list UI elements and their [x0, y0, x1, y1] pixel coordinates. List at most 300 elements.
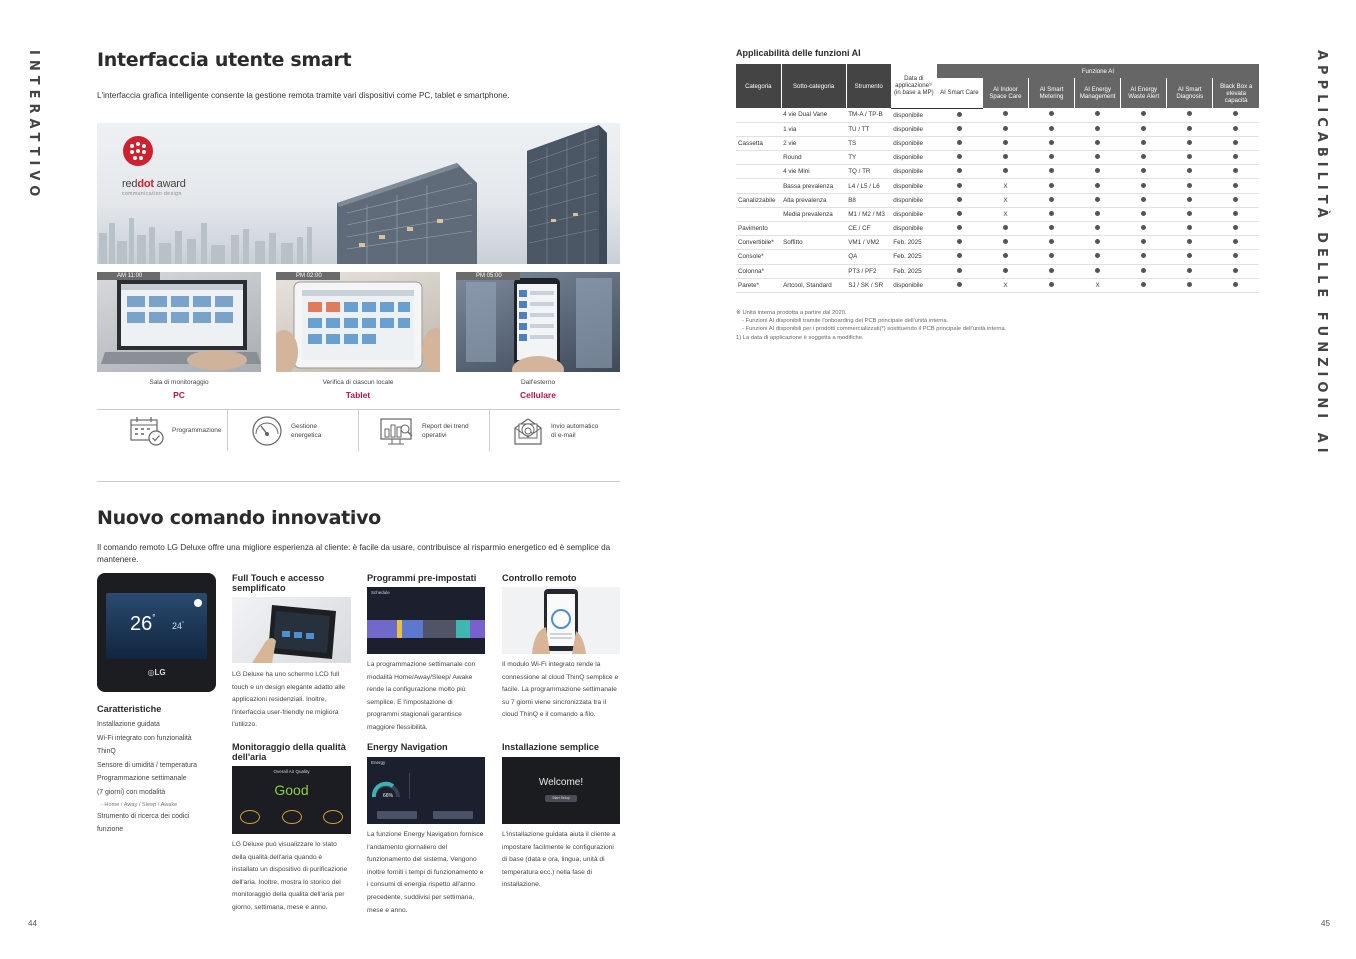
feature-text-full-touch: LG Deluxe ha uno schermo LCD full touch e un design elegante adatto alle applicazioni residenziali. Inoltre, l'interfaccia user-friendly ne migliora l'utilizzo. — [232, 671, 346, 729]
table-cell: X — [982, 179, 1028, 193]
table-cell: TS — [846, 136, 891, 150]
table-cell: Round — [781, 151, 846, 165]
header-ai-group: Funzione AI — [936, 64, 1259, 78]
available-dot-icon — [1141, 140, 1146, 145]
spec-item: Installazione guidata — [97, 721, 160, 728]
device-photo-tablet — [276, 272, 440, 372]
table-cell: disponibile — [891, 122, 936, 136]
available-dot-icon — [1003, 225, 1008, 230]
available-dot-icon — [1095, 197, 1100, 202]
available-dot-icon — [1049, 168, 1054, 173]
table-cell — [1167, 278, 1213, 292]
available-dot-icon — [1233, 183, 1238, 188]
available-dot-icon — [957, 225, 962, 230]
table-cell — [1213, 165, 1259, 179]
available-dot-icon — [1187, 168, 1192, 173]
table-cell: 1 via — [781, 122, 846, 136]
side-title-right: APPLICABILITÀ DELLE FUNZIONI AI — [1314, 50, 1329, 458]
feature-scheduling — [130, 410, 222, 451]
table-cell: X — [982, 207, 1028, 221]
feature-label: di e-mail — [551, 431, 576, 439]
touch-controller-illustration — [232, 597, 351, 663]
device-time-badge: AM 11:00 — [97, 272, 160, 280]
available-dot-icon — [1233, 111, 1238, 116]
table-cell — [1167, 136, 1213, 150]
available-dot-icon — [1141, 239, 1146, 244]
table-cell — [936, 236, 982, 250]
available-dot-icon — [957, 126, 962, 131]
table-cell — [1121, 122, 1167, 136]
table-cell: disponibile — [891, 278, 936, 292]
table-cell: Soffitto — [781, 236, 846, 250]
table-cell — [1121, 108, 1167, 122]
full-touch-image — [232, 597, 351, 663]
feature-label: Programmazione — [172, 427, 222, 434]
available-dot-icon — [1049, 211, 1054, 216]
available-dot-icon — [1049, 140, 1054, 145]
available-dot-icon — [1095, 211, 1100, 216]
table-cell: PT3 / PF2 — [846, 264, 891, 278]
spec-item: Wi-Fi integrato con funzionalità — [97, 734, 192, 742]
energy-screen-image — [367, 757, 485, 824]
table-cell — [1121, 236, 1167, 250]
table-row — [736, 264, 1259, 278]
table-cell: Alta prevalenza — [781, 193, 846, 207]
available-dot-icon — [957, 197, 962, 202]
feature-text-presets: La programmazione settimanale con modalità Home/Away/Sleep/ Awake rende la configurazione molto più semplice. E l'impostazione di programmi stagionali garantisce maggiore flessibilità. — [367, 661, 476, 731]
table-cell — [1029, 151, 1075, 165]
available-dot-icon — [957, 282, 962, 287]
table-cell — [1121, 264, 1167, 278]
table-cell: 4 vie Dual Vane — [781, 108, 846, 122]
available-dot-icon — [1095, 268, 1100, 273]
spec-item: Strumento di ricerca dei codici — [97, 812, 190, 820]
reddot-logo-icon — [122, 135, 154, 167]
table-cell — [736, 179, 781, 193]
table-cell — [736, 151, 781, 165]
table-cell: Pavimento — [736, 222, 781, 236]
table-cell — [1167, 165, 1213, 179]
available-dot-icon — [1233, 253, 1238, 258]
table-cell — [1213, 278, 1259, 292]
device-photo-pc — [97, 272, 261, 372]
table-row — [736, 122, 1259, 136]
note-line: 1) La data di applicazione è soggetta a modifiche. — [736, 334, 864, 341]
device-time-badge: PM 02:00 — [276, 272, 340, 280]
table-cell: disponibile — [891, 108, 936, 122]
table-cell: Feb. 2025 — [891, 250, 936, 264]
available-dot-icon — [1003, 239, 1008, 244]
available-dot-icon — [1003, 268, 1008, 273]
table-cell: disponibile — [891, 151, 936, 165]
available-dot-icon — [1233, 126, 1238, 131]
feature-trend-report — [380, 410, 469, 451]
table-cell — [936, 151, 982, 165]
available-dot-icon — [1141, 111, 1146, 116]
schedule-timeline — [367, 620, 485, 638]
ai-functions-table — [736, 64, 1259, 293]
header-category: Categoria — [736, 64, 781, 108]
table-cell: TQ / TR — [846, 165, 891, 179]
table-cell — [1167, 222, 1213, 236]
table-row — [736, 136, 1259, 150]
feature-label: operativi — [422, 431, 447, 439]
feature-label: Invio automatico — [551, 422, 599, 430]
available-dot-icon — [1095, 239, 1100, 244]
table-cell — [1167, 250, 1213, 264]
page-number-left: 44 — [28, 919, 37, 928]
start-setup-button[interactable]: Start Setup — [545, 795, 577, 802]
tablet-dashboard-illustration — [276, 272, 440, 372]
table-cell — [936, 193, 982, 207]
available-dot-icon — [1233, 154, 1238, 159]
available-dot-icon — [1141, 253, 1146, 258]
table-cell: Artcool, Standard — [781, 278, 846, 292]
table-row — [736, 165, 1259, 179]
specs-list — [97, 718, 222, 837]
table-cell — [1029, 278, 1075, 292]
table-cell — [982, 222, 1028, 236]
table-cell — [936, 136, 982, 150]
available-dot-icon — [1141, 197, 1146, 202]
available-dot-icon — [1003, 140, 1008, 145]
table-cell — [1213, 264, 1259, 278]
available-dot-icon — [1141, 282, 1146, 287]
available-dot-icon — [1233, 211, 1238, 216]
available-dot-icon — [1003, 154, 1008, 159]
note-line: ※ Unità interna prodotta a partire dal 2020. — [736, 310, 847, 316]
available-dot-icon — [1187, 197, 1192, 202]
table-cell: TY — [846, 151, 891, 165]
table-notes — [736, 309, 1006, 342]
email-at-icon — [513, 416, 543, 446]
table-row — [736, 250, 1259, 264]
table-title: Applicabilità delle funzioni AI — [736, 48, 861, 58]
header-function: AI Energy Waste Alert — [1121, 78, 1167, 108]
laptop-dashboard-illustration — [97, 272, 261, 372]
table-cell — [1029, 179, 1075, 193]
controller-power-icon — [194, 599, 202, 607]
reddot-award-text: reddot award — [122, 178, 186, 190]
air-quality-screen-image — [232, 766, 351, 834]
feature-text-energy-nav: La funzione Energy Navigation fornisce l'andamento giornaliero del funzionamento del sistema. Vengono inoltre forniti i tempi di funzionamento e i consumi di energia rispetto all'anno precedente, suddivisi per settimana, mese e anno. — [367, 831, 484, 914]
header-date: Data di applicazione¹⁾ (in base a MP) — [891, 64, 936, 108]
available-dot-icon — [1187, 268, 1192, 273]
feature-label: energetica — [291, 431, 322, 439]
table-cell — [1029, 165, 1075, 179]
table-cell: disponibile — [891, 136, 936, 150]
available-dot-icon — [1003, 253, 1008, 258]
table-cell — [1029, 236, 1075, 250]
available-dot-icon — [957, 183, 962, 188]
device-label-tablet: Tablet — [345, 390, 371, 400]
table-cell — [1121, 278, 1167, 292]
table-cell — [1075, 179, 1121, 193]
table-cell — [1029, 122, 1075, 136]
table-cell — [1213, 222, 1259, 236]
available-dot-icon — [1049, 197, 1054, 202]
table-cell — [1167, 151, 1213, 165]
table-cell — [1213, 136, 1259, 150]
available-dot-icon — [1187, 239, 1192, 244]
available-dot-icon — [957, 239, 962, 244]
welcome-screen-image — [502, 757, 620, 824]
table-cell: CE / CF — [846, 222, 891, 236]
device-label-pc: PC — [173, 390, 185, 400]
table-cell — [1029, 222, 1075, 236]
available-dot-icon — [1141, 268, 1146, 273]
table-cell: Feb. 2025 — [891, 264, 936, 278]
phone-in-hand-illustration — [502, 587, 620, 654]
specs-title: Caratteristiche — [97, 704, 162, 714]
device-time-badge: PM 05:00 — [456, 272, 520, 280]
table-cell — [936, 222, 982, 236]
header-function: AI Smart Care — [936, 78, 982, 108]
hero-building-image — [97, 123, 620, 264]
schedule-screen-image — [367, 587, 485, 654]
table-cell: Feb. 2025 — [891, 236, 936, 250]
table-cell — [936, 165, 982, 179]
available-dot-icon — [1095, 168, 1100, 173]
available-dot-icon — [1187, 225, 1192, 230]
remote-control-image — [502, 587, 620, 654]
table-cell — [1121, 165, 1167, 179]
table-row — [736, 151, 1259, 165]
available-dot-icon — [1187, 282, 1192, 287]
table-cell: Canalizzabile — [736, 193, 781, 207]
table-cell — [1121, 207, 1167, 221]
table-row — [736, 193, 1259, 207]
table-cell — [1121, 179, 1167, 193]
available-dot-icon — [957, 154, 962, 159]
table-cell: disponibile — [891, 179, 936, 193]
device-caption-tablet: Verifica di ciascun locale — [322, 379, 394, 386]
available-dot-icon — [1141, 225, 1146, 230]
table-row — [736, 108, 1259, 122]
table-cell: L4 / L5 / L6 — [846, 179, 891, 193]
feature-energy-management — [251, 410, 321, 451]
table-cell — [1075, 165, 1121, 179]
table-row — [736, 179, 1259, 193]
table-cell — [1075, 222, 1121, 236]
feature-title-air-quality: Monitoraggio della qualità dell'aria — [232, 742, 346, 762]
table-cell — [736, 122, 781, 136]
table-cell — [982, 122, 1028, 136]
table-cell — [1029, 264, 1075, 278]
table-cell: disponibile — [891, 222, 936, 236]
energy-button[interactable] — [433, 811, 473, 819]
table-cell — [936, 264, 982, 278]
available-dot-icon — [1233, 168, 1238, 173]
feature-text-remote: Il modulo Wi-Fi integrato rende la connessione al cloud ThinQ semplice e facile. La programmazione settimanale su 7 giorni viene sincronizzata tra il cloud ThinQ e il comando a filo. — [502, 661, 619, 719]
available-dot-icon — [1049, 239, 1054, 244]
table-cell — [1075, 151, 1121, 165]
table-cell — [1075, 122, 1121, 136]
spec-item: Programmazione settimanale — [97, 775, 187, 783]
gauge-icon — [251, 416, 283, 446]
table-cell — [982, 165, 1028, 179]
feature-title-full-touch: Full Touch e accesso semplificato — [232, 573, 325, 593]
available-dot-icon — [1233, 197, 1238, 202]
section-intro-smart-ui: L'interfaccia grafica intelligente consente la gestione remota tramite vari dispositivi come PC, tablet e smartphone. — [97, 91, 510, 100]
available-dot-icon — [1049, 111, 1054, 116]
table-cell — [1029, 250, 1075, 264]
available-dot-icon — [1187, 111, 1192, 116]
feature-label: Gestione — [291, 422, 318, 430]
note-line: - Funzioni AI disponibili tramite l'onboarding del PCB principale dell'unità interna. — [742, 318, 949, 325]
section-intro-controller: Il comando remoto LG Deluxe offre una migliore esperienza al cliente: è facile da usare, contribuisce al risparmio energetico ed è semplice da mantenere. — [97, 543, 611, 564]
available-dot-icon — [1003, 126, 1008, 131]
table-cell: TU / TT — [846, 122, 891, 136]
energy-gauge-value: 66% — [383, 793, 394, 799]
table-cell — [1213, 236, 1259, 250]
section-title-smart-ui: Interfaccia utente smart — [97, 49, 352, 71]
table-cell — [1213, 179, 1259, 193]
air-quality-screen-title: Overall Air Quality — [273, 769, 310, 774]
available-dot-icon — [1095, 154, 1100, 159]
table-cell — [1213, 108, 1259, 122]
feature-text-air-quality: LG Deluxe può visualizzare lo stato della qualità dell'aria quando è installato un dispositivo di purificazione dell'aria. Inoltre, mostra lo storico del monitoraggio della qualità dell'aria per giorno, settimana, mese e anno. — [232, 841, 348, 911]
table-cell: 2 vie — [781, 136, 846, 150]
available-dot-icon — [1187, 183, 1192, 188]
table-cell — [1213, 207, 1259, 221]
table-cell: Convertibile* — [736, 236, 781, 250]
table-cell: B8 — [846, 193, 891, 207]
available-dot-icon — [1049, 282, 1054, 287]
spec-item: funzione — [97, 826, 124, 834]
header-tool: Strumento — [846, 64, 891, 108]
table-cell — [982, 108, 1028, 122]
table-cell: QA — [846, 250, 891, 264]
energy-info-panel — [409, 773, 479, 799]
divider — [227, 410, 228, 451]
available-dot-icon — [1049, 253, 1054, 258]
available-dot-icon — [1187, 140, 1192, 145]
note-line: - Funzioni AI disponibili per i prodotti commercializzati(*) sostituendo il PCB principale dell'unità interna. — [742, 326, 1007, 333]
table-row — [736, 236, 1259, 250]
available-dot-icon — [1141, 183, 1146, 188]
lg-logo: ◎LG — [147, 668, 166, 677]
available-dot-icon — [1141, 211, 1146, 216]
table-cell — [1075, 236, 1121, 250]
table-cell — [1213, 193, 1259, 207]
table-cell — [936, 108, 982, 122]
table-cell — [781, 222, 846, 236]
available-dot-icon — [1187, 211, 1192, 216]
available-dot-icon — [1095, 111, 1100, 116]
table-cell — [982, 136, 1028, 150]
table-cell — [1075, 136, 1121, 150]
available-dot-icon — [1141, 168, 1146, 173]
available-dot-icon — [1003, 168, 1008, 173]
available-dot-icon — [1187, 126, 1192, 131]
energy-button[interactable] — [377, 811, 417, 819]
device-photo-phone — [456, 272, 620, 372]
table-cell: Console* — [736, 250, 781, 264]
schedule-screen-title: Schedule — [371, 590, 390, 595]
table-cell: Colonna* — [736, 264, 781, 278]
table-cell: X — [1075, 278, 1121, 292]
feature-title-energy-nav: Energy Navigation — [367, 742, 448, 752]
lg-deluxe-controller-image — [97, 573, 216, 692]
air-quality-value: Good — [274, 782, 309, 798]
header-function: Black Box a elevata capacità — [1213, 78, 1259, 108]
table-cell — [781, 264, 846, 278]
available-dot-icon — [1233, 282, 1238, 287]
table-cell: disponibile — [891, 193, 936, 207]
table-row — [736, 207, 1259, 221]
feature-title-remote: Controllo remoto — [502, 573, 577, 583]
table-cell — [736, 108, 781, 122]
spec-item: - Home / Away / Sleep / Awake — [101, 801, 178, 808]
table-cell: Parete* — [736, 278, 781, 292]
table-cell — [1213, 250, 1259, 264]
table-cell: SJ / SK / SR — [846, 278, 891, 292]
available-dot-icon — [1049, 154, 1054, 159]
page-number-right: 45 — [1321, 919, 1330, 928]
reddot-award-subtitle: communication design — [122, 191, 182, 197]
available-dot-icon — [957, 268, 962, 273]
table-cell — [1075, 193, 1121, 207]
controller-screen — [106, 593, 207, 659]
device-caption-phone: Dall'esterno — [520, 379, 556, 386]
header-function: AI Energy Management — [1075, 78, 1121, 108]
available-dot-icon — [1049, 225, 1054, 230]
table-cell — [1167, 236, 1213, 250]
available-dot-icon — [957, 168, 962, 173]
table-cell: Cassetta — [736, 136, 781, 150]
table-cell — [982, 151, 1028, 165]
table-cell: disponibile — [891, 165, 936, 179]
table-cell — [982, 264, 1028, 278]
table-cell — [1213, 122, 1259, 136]
table-cell: X — [982, 278, 1028, 292]
table-cell — [736, 207, 781, 221]
table-cell — [1167, 179, 1213, 193]
available-dot-icon — [957, 253, 962, 258]
available-dot-icon — [1003, 111, 1008, 116]
reddot-award-logo — [122, 135, 186, 197]
available-dot-icon — [1233, 225, 1238, 230]
table-cell — [1167, 207, 1213, 221]
table-cell — [1167, 108, 1213, 122]
table-cell — [1213, 151, 1259, 165]
table-cell — [1075, 264, 1121, 278]
header-subcategory: Sotto-categoria — [781, 64, 846, 108]
table-cell — [936, 179, 982, 193]
calendar-check-icon — [130, 416, 164, 446]
available-dot-icon — [1187, 154, 1192, 159]
table-cell — [1029, 136, 1075, 150]
table-cell — [1121, 250, 1167, 264]
table-cell: 4 vie Mini — [781, 165, 846, 179]
feature-label: Report dei trend — [422, 422, 469, 430]
available-dot-icon — [1233, 239, 1238, 244]
available-dot-icon — [1233, 140, 1238, 145]
table-cell — [1075, 207, 1121, 221]
feature-text-easy-install: L'installazione guidata aiuta il cliente a impostare facilmente le configurazioni di base (data e ora, lingua, unità di temperatura ecc.) nella fase di installazione. — [502, 831, 616, 889]
table-cell — [781, 250, 846, 264]
table-cell: M1 / M2 / M3 — [846, 207, 891, 221]
available-dot-icon — [1095, 126, 1100, 131]
available-dot-icon — [1141, 154, 1146, 159]
table-cell: VM1 / VM2 — [846, 236, 891, 250]
chart-report-icon — [380, 416, 414, 446]
table-cell — [936, 122, 982, 136]
header-function: AI Smart Diagnosis — [1167, 78, 1213, 108]
controller-setpoint: 24° — [172, 621, 185, 631]
table-cell — [936, 207, 982, 221]
